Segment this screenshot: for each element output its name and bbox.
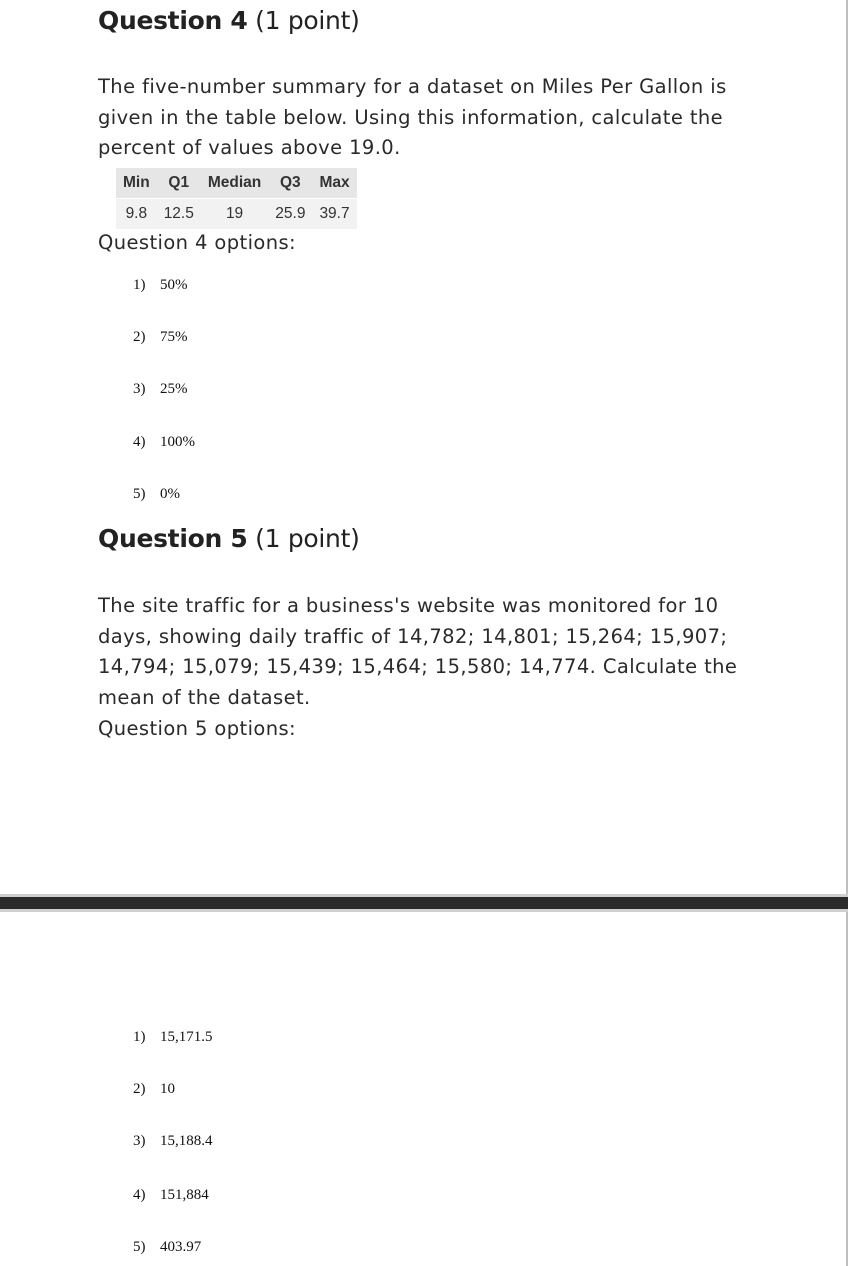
question-4-title: Question 4	[98, 6, 248, 35]
option-label: 10	[160, 1081, 175, 1097]
table-header-max: Max	[312, 168, 356, 199]
question-5-options-label: Question 5 options:	[98, 717, 297, 740]
option-number: 2)	[133, 1081, 146, 1097]
option-number: 4)	[133, 1187, 146, 1203]
option-label: 403.97	[160, 1239, 202, 1255]
table-cell-median: 19	[201, 199, 268, 230]
question-5-title: Question 5	[98, 524, 248, 553]
option-number: 3)	[133, 381, 146, 397]
question-4-options-label: Question 4 options:	[98, 231, 297, 254]
table-header-q3: Q3	[268, 168, 312, 199]
question-4-heading	[98, 6, 360, 35]
question-5-option-2[interactable]	[133, 1081, 175, 1098]
option-number: 2)	[133, 329, 146, 345]
question-4-text: The five-number summary for a dataset on Miles Per Gallon is given in the table below. Using this information, calculate the percent of values above 19.0.	[98, 75, 727, 159]
option-label: 0%	[160, 486, 180, 502]
option-label: 15,171.5	[160, 1029, 213, 1045]
table-row	[116, 199, 357, 230]
option-label: 151,884	[160, 1187, 209, 1203]
table-cell-q1: 12.5	[157, 199, 201, 230]
question-5-option-5[interactable]	[133, 1239, 201, 1256]
table-cell-q3: 25.9	[268, 199, 312, 230]
page-break-bar	[0, 897, 848, 909]
table-header-q1: Q1	[157, 168, 201, 199]
table-cell-min: 9.8	[116, 199, 157, 230]
option-number: 4)	[133, 434, 146, 450]
question-5-points: (1 point)	[255, 524, 360, 553]
page-break-edge	[0, 909, 848, 912]
question-4-option-4[interactable]	[133, 434, 195, 451]
option-number: 5)	[133, 1239, 146, 1255]
option-label: 50%	[160, 277, 188, 293]
option-number: 1)	[133, 1029, 146, 1045]
option-label: 25%	[160, 381, 188, 397]
table-header-min: Min	[116, 168, 157, 199]
five-number-summary-table	[116, 168, 357, 229]
option-label: 75%	[160, 329, 188, 345]
option-number: 3)	[133, 1133, 146, 1149]
table-header-row	[116, 168, 357, 199]
question-5-heading	[98, 524, 360, 553]
question-5-text: The site traffic for a business's website was monitored for 10 days, showing daily traffic of 14,782; 14,801; 15,264; 15,907; 14,794; 15,079; 15,439; 15,464; 15,580; 14,774. Calculate the mean of the dataset.	[98, 594, 738, 709]
table-cell-max: 39.7	[312, 199, 356, 230]
question-5-option-3[interactable]	[133, 1133, 213, 1150]
option-number: 1)	[133, 277, 146, 293]
option-label: 100%	[160, 434, 195, 450]
question-4-option-1[interactable]	[133, 277, 188, 294]
question-5-option-1[interactable]	[133, 1029, 213, 1046]
table-header-median: Median	[201, 168, 268, 199]
question-4-option-2[interactable]	[133, 329, 188, 346]
question-4-option-5[interactable]	[133, 486, 180, 503]
option-label: 15,188.4	[160, 1133, 213, 1149]
question-5-option-4[interactable]	[133, 1187, 209, 1204]
question-4-option-3[interactable]	[133, 381, 188, 398]
option-number: 5)	[133, 486, 146, 502]
page-break-divider	[0, 894, 848, 912]
question-4-points: (1 point)	[255, 6, 360, 35]
